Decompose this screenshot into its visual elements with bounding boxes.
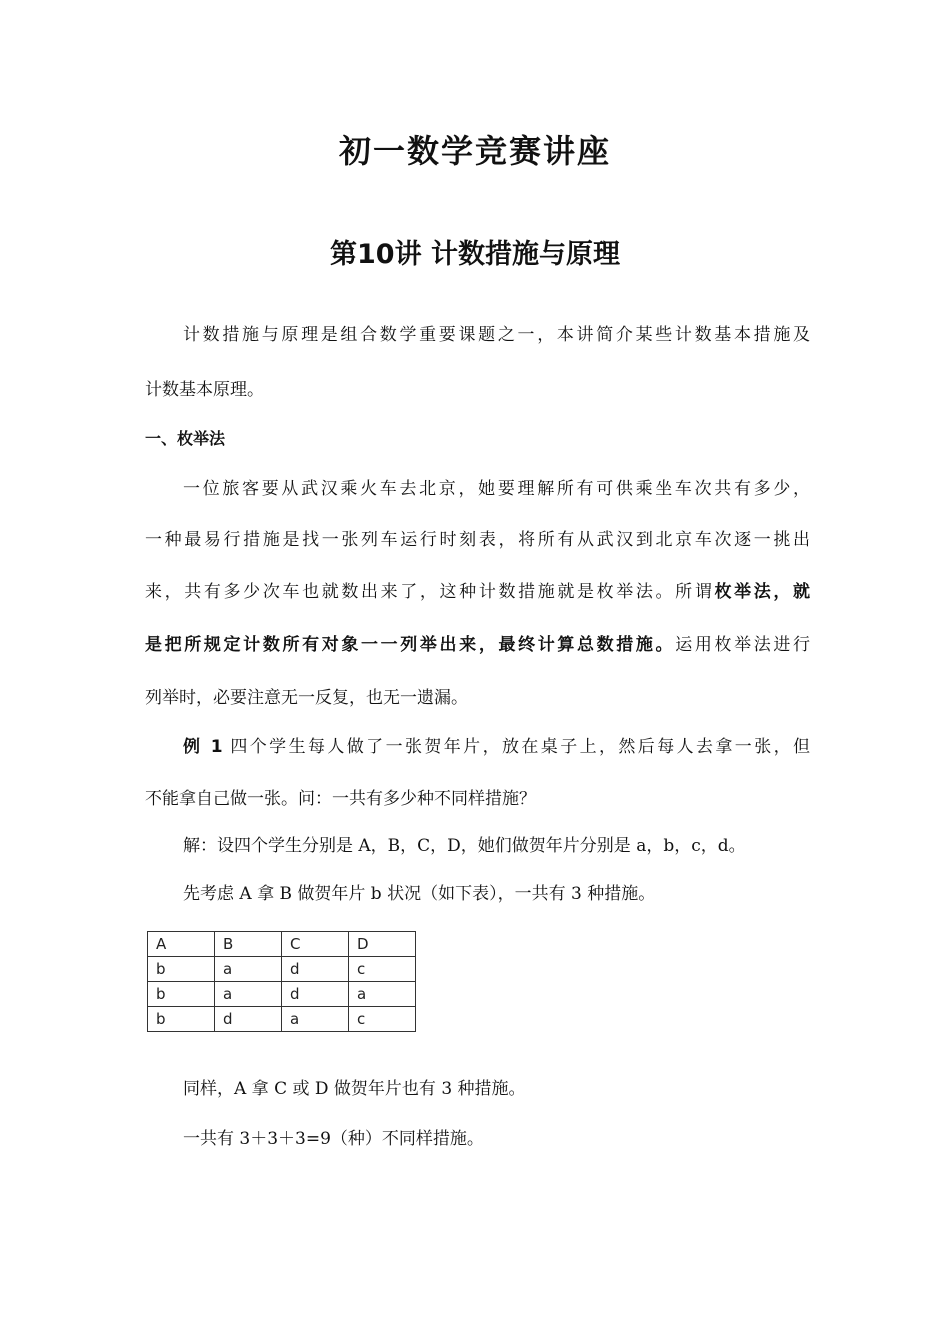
table-cell: c <box>349 1007 416 1032</box>
table-cell: d <box>215 1007 282 1032</box>
enumeration-table <box>147 931 416 1032</box>
paragraph-text: 运用枚举法进行 <box>675 635 811 655</box>
table-cell: a <box>215 957 282 982</box>
paragraph-line: 一位旅客要从武汉乘火车去北京，她要理解所有可供乘坐车次共有多少， <box>183 479 810 499</box>
paragraph-line <box>145 632 810 658</box>
solution-step-2: 同样，A 拿 C 或 D 做贺年片也有 3 种措施。 <box>183 1079 526 1099</box>
table-cell: b <box>148 957 215 982</box>
table-header-cell: C <box>282 932 349 957</box>
paragraph-line: 列举时，必要注意无一反复，也无一遗漏。 <box>145 688 468 708</box>
solution-step-3: 一共有 3＋3＋3=9（种）不同样措施。 <box>183 1129 484 1149</box>
paragraph-text: 来，共有多少次车也就数出来了，这种计数措施就是枚举法。所谓 <box>145 582 715 602</box>
definition-text: 枚举法，就 <box>714 582 810 602</box>
example-question-line-1 <box>183 734 810 760</box>
table-header-cell: B <box>215 932 282 957</box>
paragraph-line: 一种最易行措施是找一张列车运行时刻表，将所有从武汉到北京车次逐一挑出 <box>145 530 810 550</box>
lecture-title: 第10讲 计数措施与原理 <box>330 239 620 270</box>
paragraph-line <box>145 579 810 605</box>
table-row <box>148 957 416 982</box>
solution-step-1: 先考虑 A 拿 B 做贺年片 b 状况（如下表），一共有 3 种措施。 <box>183 884 656 904</box>
table-row <box>148 1007 416 1032</box>
table-cell: b <box>148 982 215 1007</box>
table-cell: b <box>148 1007 215 1032</box>
section-heading-enumeration: 一、枚举法 <box>145 429 226 448</box>
table-cell: c <box>349 957 416 982</box>
table-header-row <box>148 932 416 957</box>
table-row <box>148 982 416 1007</box>
intro-line-1: 计数措施与原理是组合数学重要课题之一，本讲简介某些计数基本措施及 <box>183 325 810 345</box>
example-question-line-2: 不能拿自己做一张。问：一共有多少种不同样措施？ <box>145 789 536 809</box>
definition-text: 是把所规定计数所有对象一一列举出来，最终计算总数措施。 <box>145 635 676 655</box>
solution-line: 解：设四个学生分别是 A，B，C，D，她们做贺年片分别是 a，b，c，d。 <box>183 836 746 856</box>
document-title: 初一数学竞赛讲座 <box>338 132 611 170</box>
table-cell: a <box>349 982 416 1007</box>
table-cell: d <box>282 982 349 1007</box>
example-question-text: 四个学生每人做了一张贺年片，放在桌子上，然后每人去拿一张，但 <box>222 737 811 757</box>
intro-line-2: 计数基本原理。 <box>145 380 264 400</box>
table-cell: a <box>282 1007 349 1032</box>
table-cell: a <box>215 982 282 1007</box>
table-header-cell: D <box>349 932 416 957</box>
table-header-cell: A <box>148 932 215 957</box>
example-label: 例 1 <box>183 737 223 757</box>
table-cell: d <box>282 957 349 982</box>
